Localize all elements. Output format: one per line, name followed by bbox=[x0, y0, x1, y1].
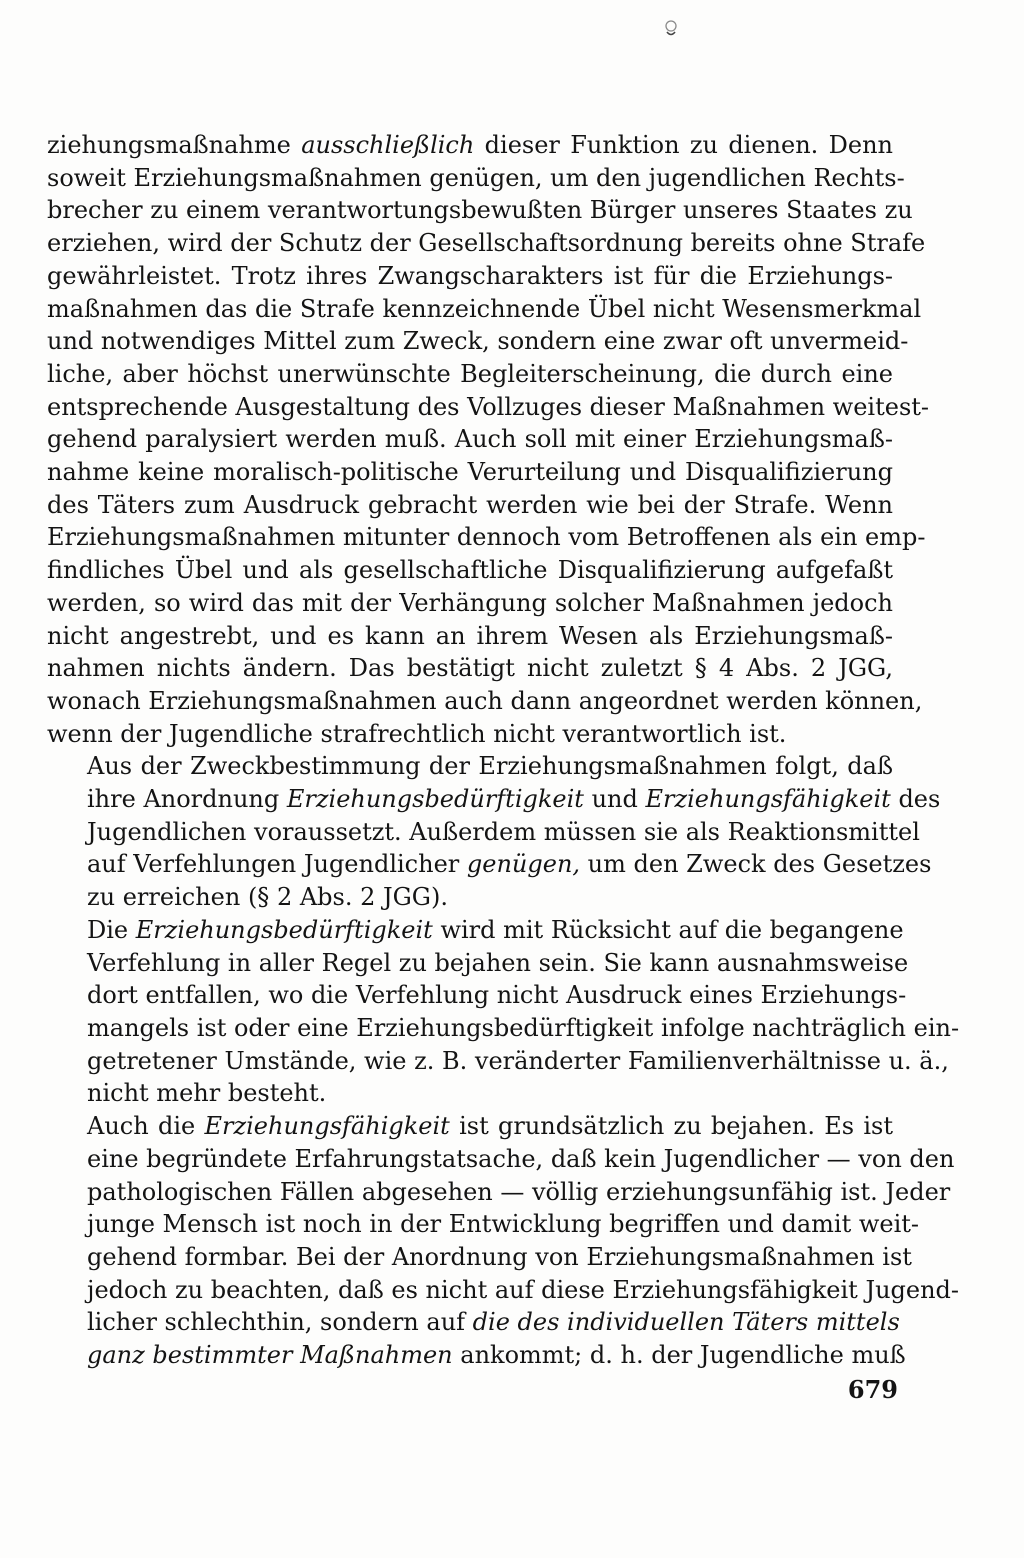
text-line: auf Verfehlungen Jugendlicher genügen, um den Zweck des Gesetzes bbox=[87, 850, 932, 879]
body-text bbox=[47, 129, 960, 1372]
italic-emphasis: ausschließlich bbox=[301, 131, 475, 159]
italic-emphasis: Erziehungsbedürftigkeit bbox=[286, 785, 584, 814]
text-line: soweit Erziehungsmaßnahmen genügen, um den jugendlichen Rechts- bbox=[47, 163, 905, 192]
text-line: nicht mehr besteht. bbox=[87, 1079, 327, 1108]
text-line: wenn der Jugendliche strafrechtlich nicht verantwortlich ist. bbox=[47, 719, 787, 748]
text-line: und notwendiges Mittel zum Zweck, sondern eine zwar oft unvermeid- bbox=[47, 327, 909, 356]
text-line: licher schlechthin, sondern auf die des individuellen Täters mittels bbox=[87, 1308, 900, 1337]
text-line: junge Mensch ist noch in der Entwicklung begriffen und damit weit- bbox=[87, 1210, 920, 1239]
text-line: findliches Übel und als gesellschaftliche Disqualifizierung aufgefaßt bbox=[47, 556, 893, 585]
text-line: entsprechende Ausgestaltung des Vollzuges dieser Maßnahmen weitest- bbox=[47, 392, 930, 421]
text-line: ganz bestimmter Maßnahmen ankommt; d. h. der Jugendliche muß bbox=[87, 1341, 906, 1370]
text-line: getretener Umstände, wie z. B. veränderter Familienverhältnisse u. ä., bbox=[87, 1046, 949, 1075]
text-line: gewährleistet. Trotz ihres Zwangscharakters ist für die Erziehungs- bbox=[47, 261, 893, 290]
italic-emphasis: Erziehungsfähigkeit bbox=[645, 785, 891, 814]
text-line: zu erreichen (§ 2 Abs. 2 JGG). bbox=[87, 883, 448, 912]
text-line: werden, so wird das mit der Verhängung solcher Maßnahmen jedoch bbox=[47, 588, 893, 617]
text-line: liche, aber höchst unerwünschte Begleiterscheinung, die durch eine bbox=[47, 359, 893, 388]
text-line: nahmen nichts ändern. Das bestätigt nicht zuletzt § 4 Abs. 2 JGG, bbox=[47, 654, 893, 683]
text-line: des Täters zum Ausdruck gebracht werden wie bei der Strafe. Wenn bbox=[47, 490, 893, 519]
italic-emphasis: Erziehungsfähigkeit bbox=[204, 1112, 450, 1141]
text-line: gehend formbar. Bei der Anordnung von Erziehungsmaßnahmen ist bbox=[87, 1242, 912, 1271]
text-line: ihre Anordnung Erziehungsbedürftigkeit und Erziehungsfähigkeit des bbox=[87, 785, 941, 814]
text-line: pathologischen Fällen abgesehen — völlig erziehungsunfähig ist. Jeder bbox=[87, 1177, 951, 1206]
italic-emphasis: ganz bestimmter Maßnahmen bbox=[87, 1341, 453, 1370]
italic-emphasis: die des individuellen Täters mittels bbox=[472, 1308, 900, 1337]
text-line: Erziehungsmaßnahmen mitunter dennoch vom Betroffenen als ein emp- bbox=[47, 523, 926, 552]
text-line: wonach Erziehungsmaßnahmen auch dann angeordnet werden können, bbox=[47, 686, 923, 715]
paragraph bbox=[47, 750, 941, 914]
text-line: Die Erziehungsbedürftigkeit wird mit Rücksicht auf die begangene bbox=[87, 915, 904, 944]
text-line: nahme keine moralisch-politische Verurteilung und Disqualifizierung bbox=[47, 458, 893, 487]
text-line: jedoch zu beachten, daß es nicht auf diese Erziehungsfähigkeit Jugend- bbox=[87, 1275, 960, 1304]
italic-emphasis: genügen, bbox=[466, 850, 581, 879]
text-line: brecher zu einem verantwortungsbewußten Bürger unseres Staates zu bbox=[47, 196, 913, 225]
text-line: maßnahmen das die Strafe kennzeichnende Übel nicht Wesensmerkmal bbox=[47, 294, 922, 323]
paragraph bbox=[47, 914, 960, 1110]
text-line: ziehungsmaßnahme ausschließlich dieser Funktion zu dienen. Denn bbox=[47, 131, 893, 159]
italic-emphasis: Erziehungsbedürftigkeit bbox=[135, 915, 433, 944]
text-line: dort entfallen, wo die Verfehlung nicht Ausdruck eines Erziehungs- bbox=[87, 981, 907, 1010]
paragraph bbox=[47, 129, 930, 750]
text-line: Verfehlung in aller Regel zu bejahen sein. Sie kann ausnahmsweise bbox=[87, 948, 909, 977]
text-line: nicht angestrebt, und es kann an ihrem Wesen als Erziehungsmaß- bbox=[47, 621, 893, 650]
text-line: Auch die Erziehungsfähigkeit ist grundsätzlich zu bejahen. Es ist bbox=[87, 1112, 894, 1141]
paragraph bbox=[47, 1110, 960, 1372]
text-line: Jugendlichen voraussetzt. Außerdem müssen sie als Reaktionsmittel bbox=[87, 817, 920, 846]
text-line: Aus der Zweckbestimmung der Erziehungsmaßnahmen folgt, daß bbox=[87, 752, 893, 781]
page-number: 679 bbox=[847, 1375, 898, 1404]
print-speck-mark bbox=[662, 18, 680, 38]
text-line: erziehen, wird der Schutz der Gesellschaftsordnung bereits ohne Strafe bbox=[47, 229, 926, 258]
text-line: mangels ist oder eine Erziehungsbedürftigkeit infolge nachträglich ein- bbox=[87, 1013, 960, 1042]
text-line: eine begründete Erfahrungstatsache, daß kein Jugendlicher — von den bbox=[87, 1144, 955, 1173]
text-line: gehend paralysiert werden muß. Auch soll mit einer Erziehungsmaß- bbox=[47, 425, 893, 454]
